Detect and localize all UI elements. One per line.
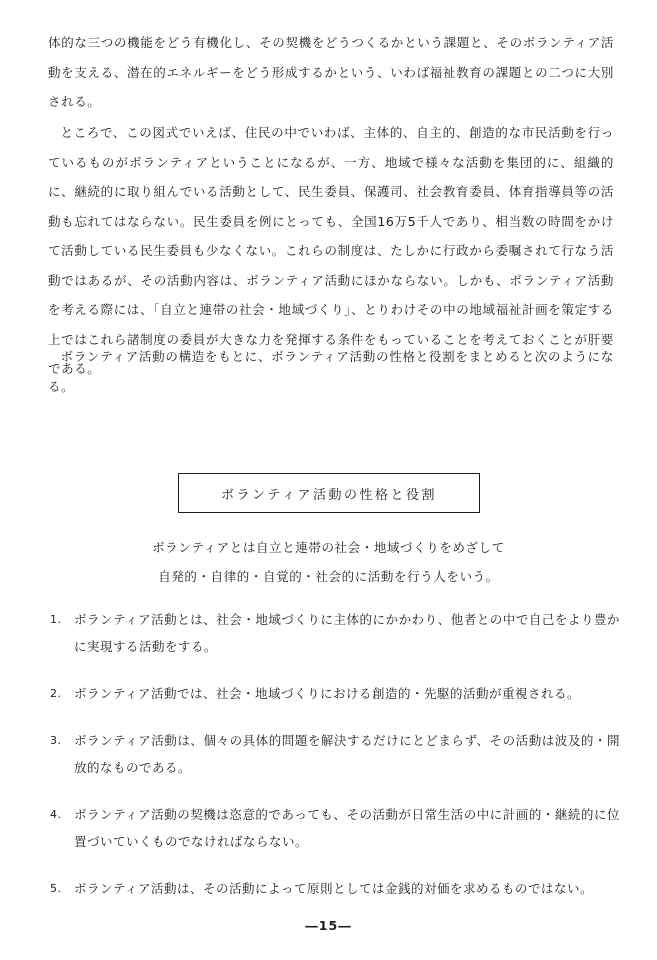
list-item xyxy=(50,801,620,855)
body-paragraph-1: 体的な三つの機能をどう有機化し、その契機をどうつくるかという課題と、そのボランティア活動を支える、潜在的エネルギーをどう形成するかという、いわば福祉教育の課題との二つに大別される。 xyxy=(48,35,614,109)
list-item-number: 1. xyxy=(50,613,62,626)
list-item-text: ボランティア活動とは、社会・地域づくりに主体的にかかわり、他者との中で自己をより豊かに実現する活動をする。 xyxy=(74,612,620,654)
list-item xyxy=(50,606,620,660)
list-item-text: ボランティア活動の契機は恣意的であっても、その活動が日常生活の中に計画的・継続的に位置づいていくものでなければならない。 xyxy=(74,807,620,849)
list-item xyxy=(50,680,620,707)
body-paragraph-2: ところで、この図式でいえば、住民の中でいわば、主体的、自主的、創造的な市民活動を行っているものがボランティアということになるが、一方、地域で様々な活動を集団的に、組織的に、継続的に取り組んでいる活動として、民生委員、保護司、社会教育委員、体育指導員等の活動も忘れてはならない。民生委員を例にとっても、全国16万5千人であり、相当数の時間をかけて活動している民生委員も少なくない。これらの制度は、たしかに行政から委嘱されて行なう活動ではあるが、その活動内容は、ボランティア活動にほかならない。しかも、ボランティア活動を考える際には、「自立と連帯の社会・地域づくり」、とりわけその中の地域福祉計画を策定する上ではこれら諸制度の委員が大きな力を発揮する条件をもっていることを考えておくことが肝要である。 xyxy=(48,125,614,376)
list-item-number: 2. xyxy=(50,687,62,700)
page-number: ―15― xyxy=(305,918,352,933)
list-item-number: 4. xyxy=(50,808,62,821)
list-item-text: ボランティア活動は、個々の具体的問題を解決するだけにとどまらず、その活動は波及的・開放的なものである。 xyxy=(74,733,620,775)
list-item-number: 3. xyxy=(50,734,62,747)
section-title-box xyxy=(178,473,480,513)
list-item-text: ボランティア活動では、社会・地域づくりにおける創造的・先駆的活動が重視される。 xyxy=(74,686,581,701)
list-item-number: 5. xyxy=(50,882,62,895)
role-list xyxy=(50,606,620,922)
list-item xyxy=(50,875,620,902)
list-item-text: ボランティア活動は、その活動によって原則としては金銭的対価を求めるものではない。 xyxy=(74,881,594,896)
section-title: ボランティア活動の性格と役割 xyxy=(221,487,437,503)
definition-line-1: ボランティアとは自立と連帯の社会・地域づくりをめざして xyxy=(152,540,505,555)
list-item xyxy=(50,727,620,781)
body-paragraph-3: ボランティア活動の構造をもとに、ボランティア活動の性格と役割をまとめると次のようになる。 xyxy=(48,349,614,394)
definition-line-2: 自発的・自律的・自覚的・社会的に活動を行う人をいう。 xyxy=(158,569,499,584)
